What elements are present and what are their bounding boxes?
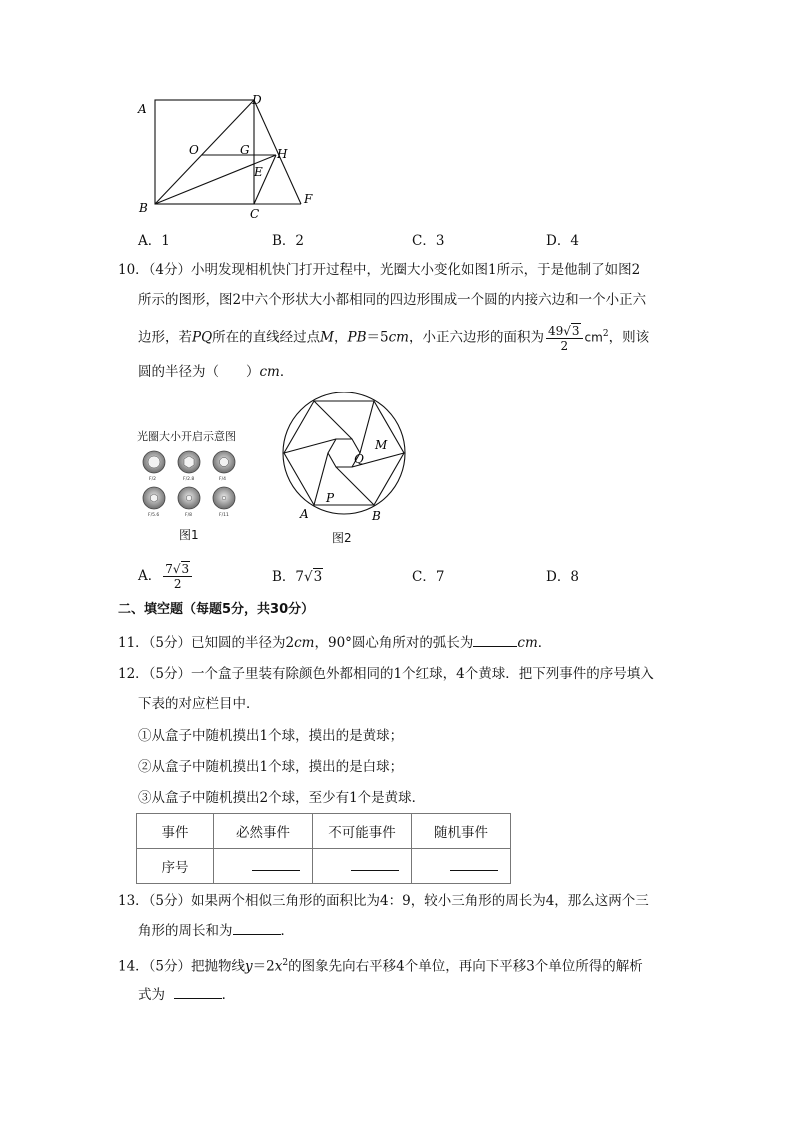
q10-line-3: 边形，若PQ所在的直线经过点M，PB＝5cm，小正六边形的面积为 $\frac{49√3}{2}$ $cm^2$，则该 bbox=[138, 323, 650, 353]
table-header-cell: 事件 bbox=[137, 814, 214, 849]
answer-cell-impossible[interactable] bbox=[313, 849, 412, 884]
fig1-aperture-grid bbox=[138, 448, 248, 522]
q12-item-2: ②从盒子中随机摸出1个球，摸出的是白球； bbox=[138, 759, 404, 775]
q9-choice-d[interactable]: D．4 bbox=[546, 233, 579, 249]
q12-line-1: 12．（5分）一个盒子里装有除颜色外都相同的1个红球，4个黄球．把下列事件的序号填入 bbox=[118, 666, 654, 682]
label-F: F bbox=[304, 192, 313, 206]
q12-item-1: ①从盒子中随机摸出1个球，摸出的是黄球； bbox=[138, 728, 404, 744]
q10-area-fraction: $\frac{49√3}{2}$ bbox=[546, 324, 583, 353]
label-G: G bbox=[240, 143, 250, 157]
q10-choice-d[interactable]: D．8 bbox=[546, 569, 579, 585]
fnum-1: F/2 bbox=[149, 477, 156, 482]
fig2-label-A: A bbox=[300, 507, 309, 521]
q13-line-2: 角形的周长和为 ． bbox=[138, 923, 294, 939]
q14-line-1: 14．（5分）把抛物线$y=2x^2$的图象先向右平移4个单位，再向下平移3个单位所得的解析 bbox=[118, 958, 643, 975]
q12-event-table bbox=[136, 813, 511, 884]
fig2-caption: 图2 bbox=[332, 531, 352, 545]
fnum-4: F/5.6 bbox=[148, 513, 160, 518]
table-header-cell: 随机事件 bbox=[412, 814, 511, 849]
label-C: C bbox=[250, 207, 260, 220]
q14-answer-blank[interactable] bbox=[174, 986, 222, 999]
fig2-label-M: M bbox=[375, 438, 388, 452]
fig2-label-P: P bbox=[326, 491, 335, 505]
q11-answer-blank[interactable] bbox=[473, 634, 517, 647]
fig2-label-Q: Q bbox=[354, 452, 364, 466]
fig1-title: 光圈大小开启示意图 bbox=[137, 430, 236, 443]
q9-choice-a[interactable]: A．1 bbox=[138, 233, 170, 249]
q10-line-1: 10．（4分）小明发现相机快门打开过程中，光圈大小变化如图1所示，于是他制了如图2 bbox=[118, 262, 641, 278]
section-heading-fill-blank: 二、填空题（每题5分，共30分） bbox=[118, 602, 315, 617]
q13-line-1: 13．（5分）如果两个相似三角形的面积比为4：9，较小三角形的周长为4，那么这两个三 bbox=[118, 893, 649, 909]
q10-choice-c[interactable]: C．7 bbox=[412, 569, 445, 585]
q12-line-2: 下表的对应栏目中． bbox=[138, 696, 260, 712]
q10-line-4: 圆的半径为（ ）cm． bbox=[138, 364, 294, 380]
q12-item-3: ③从盒子中随机摸出2个球，至少有1个是黄球． bbox=[138, 790, 426, 806]
fnum-2: F/2.8 bbox=[183, 477, 195, 482]
label-E: E bbox=[254, 165, 263, 179]
answer-cell-certain[interactable] bbox=[214, 849, 313, 884]
label-H: H bbox=[277, 147, 288, 161]
label-D: D bbox=[252, 93, 262, 107]
fig1-caption: 图1 bbox=[179, 528, 199, 542]
label-O: O bbox=[189, 143, 199, 157]
table-header-cell: 必然事件 bbox=[214, 814, 313, 849]
fnum-6: F/11 bbox=[219, 513, 229, 518]
q10-choice-a[interactable]: A． $\frac{7√3}{2}$ bbox=[138, 556, 194, 596]
q10-line-2: 所示的图形，图2中六个形状大小都相同的四边形围成一个圆的内接六边和一个小正六 bbox=[138, 292, 647, 308]
q10-choice-b[interactable]: B．7√3 bbox=[272, 569, 323, 585]
label-A: A bbox=[138, 102, 147, 116]
fnum-3: F/4 bbox=[219, 477, 226, 482]
q9-geometry-figure bbox=[130, 90, 330, 220]
fig2-hexagon-diagram bbox=[280, 392, 420, 528]
table-header-cell: 不可能事件 bbox=[313, 814, 412, 849]
fig2-label-B: B bbox=[372, 509, 381, 523]
q14-line-2: 式为 ． bbox=[138, 987, 236, 1003]
fnum-5: F/8 bbox=[185, 513, 192, 518]
q9-choice-b[interactable]: B．2 bbox=[272, 233, 305, 249]
table-row bbox=[137, 814, 511, 849]
label-B: B bbox=[139, 201, 148, 215]
q11-line: 11．（5分）已知圆的半径为2cm，90°圆心角所对的弧长为 cm． bbox=[118, 635, 552, 651]
table-row bbox=[137, 849, 511, 884]
answer-cell-random[interactable] bbox=[412, 849, 511, 884]
q13-answer-blank[interactable] bbox=[233, 922, 281, 935]
q9-choice-c[interactable]: C．3 bbox=[412, 233, 445, 249]
table-row-label: 序号 bbox=[137, 849, 214, 884]
